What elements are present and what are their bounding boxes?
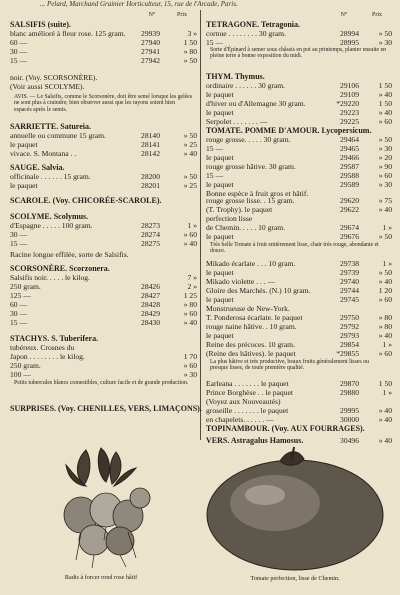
item-number: 30496 bbox=[340, 436, 359, 445]
item-label: 60 — bbox=[10, 300, 28, 309]
item-price: » 60 bbox=[183, 361, 197, 370]
item-label: annuelle ou commune 15 gram. bbox=[10, 131, 106, 140]
item-price: » 60 bbox=[378, 349, 392, 358]
item-price: 7 » bbox=[187, 273, 197, 282]
item-price: » 80 bbox=[378, 313, 392, 322]
prix-header: Prix bbox=[371, 12, 382, 18]
item-number: *29220 bbox=[336, 99, 359, 108]
item-label: d'Espagne . . . . . 100 gram. bbox=[10, 221, 93, 230]
item-number: 29466 bbox=[340, 153, 359, 162]
item-number: 29738 bbox=[340, 259, 359, 268]
tomato-illustration bbox=[200, 445, 390, 573]
item-price: » 50 bbox=[378, 29, 392, 38]
item-label: T. Ponderosa écarlate. le paquet bbox=[206, 313, 303, 322]
item-number: 28427 bbox=[141, 291, 160, 300]
item-price: » 75 bbox=[378, 196, 392, 205]
item-label: le paquet bbox=[206, 232, 234, 241]
item-price: » 50 bbox=[378, 232, 392, 241]
item-price: » 40 bbox=[378, 90, 392, 99]
item-price: 3 » bbox=[187, 29, 197, 38]
item-price: » 40 bbox=[378, 436, 392, 445]
item-number: 29792 bbox=[340, 322, 359, 331]
item-price: » 50 bbox=[183, 56, 197, 65]
item-price: » 40 bbox=[378, 108, 392, 117]
item-price: » 40 bbox=[183, 318, 197, 327]
item-number: 28430 bbox=[141, 318, 160, 327]
item-label: Mikado violette . . . — bbox=[206, 277, 276, 286]
item-number: 29880 bbox=[340, 388, 359, 397]
item-number: 29588 bbox=[340, 171, 359, 180]
item-number: 28428 bbox=[141, 300, 160, 309]
item-label: officinale . . . . . . 15 gram. bbox=[10, 172, 91, 181]
item-label: Racine longue effilée, sorte de Salsifis. bbox=[10, 250, 129, 259]
item-price: » 40 bbox=[378, 331, 392, 340]
section-title: SARRIETTE. Satureia. bbox=[10, 122, 91, 131]
item-label: 15 — bbox=[206, 171, 224, 180]
section-title: SAUGE. Salvia. bbox=[10, 163, 65, 172]
section-title: TOPINAMBOUR. (Voy. AUX FOURRAGES). bbox=[206, 424, 365, 433]
item-label: rouge grosse lisse. . 15 gram. bbox=[206, 196, 295, 205]
item-price: » 40 bbox=[183, 149, 197, 158]
item-price: 1 50 bbox=[378, 379, 392, 388]
item-label: (Reine des hâtives). le paquet bbox=[206, 349, 296, 358]
item-label: le paquet bbox=[10, 140, 38, 149]
right-note: Sorte d'Épinard à semer sous châssis en pot au printemps, planter ensuite en pleine terre à bonne exposition du midi. bbox=[210, 47, 387, 60]
item-label: 60 — bbox=[10, 38, 28, 47]
item-label: Earleana . . . . . . . le paquet bbox=[206, 379, 289, 388]
item-price: 1 » bbox=[382, 388, 392, 397]
item-number: 29793 bbox=[340, 331, 359, 340]
item-price: 1 » bbox=[382, 223, 392, 232]
no-header: N° bbox=[340, 12, 348, 18]
item-label: (T. Trophy). le paquet bbox=[206, 205, 273, 214]
item-label: (Voyez aux Nouveautés) bbox=[206, 397, 281, 406]
item-number: 29939 bbox=[141, 29, 160, 38]
item-number: 29109 bbox=[340, 90, 359, 99]
item-price: » 90 bbox=[378, 162, 392, 171]
item-label: 15 — bbox=[10, 56, 28, 65]
item-price: » 60 bbox=[378, 117, 392, 126]
item-price: » 80 bbox=[183, 47, 197, 56]
item-number: 28429 bbox=[141, 309, 160, 318]
right-note: Très belle Tomate à fruit entièrement lisse, chair très rouge, abondante et douce. bbox=[210, 242, 379, 255]
item-price: » 30 bbox=[378, 144, 392, 153]
item-label: 15 — bbox=[10, 239, 28, 248]
item-price: 1 50 bbox=[183, 38, 197, 47]
item-number: 29464 bbox=[340, 135, 359, 144]
item-label: 250 gram. bbox=[10, 361, 41, 370]
item-number: 29622 bbox=[340, 205, 359, 214]
item-number: *29855 bbox=[336, 349, 359, 358]
item-price: » 40 bbox=[378, 277, 392, 286]
item-label: le paquet bbox=[206, 180, 234, 189]
item-number: 28275 bbox=[141, 239, 160, 248]
item-label: 30 — bbox=[10, 47, 28, 56]
item-number: 28995 bbox=[340, 38, 359, 47]
item-price: » 50 bbox=[183, 172, 197, 181]
item-label: perfection lisse bbox=[206, 214, 253, 223]
item-number: 27941 bbox=[141, 47, 160, 56]
item-label: le paquet bbox=[206, 90, 234, 99]
section-title: TETRAGONE. Tetragonia. bbox=[206, 20, 301, 29]
item-price: » 25 bbox=[183, 140, 197, 149]
item-label: 250 gram. bbox=[10, 282, 41, 291]
section-title: STACHYS. S. Tuberifera. bbox=[10, 334, 99, 343]
item-label: de Chemin. . . . . 10 gram. bbox=[206, 223, 286, 232]
item-label: Bonne espèce à fruit gros et hâtif. bbox=[206, 189, 309, 198]
item-price: » 40 bbox=[378, 205, 392, 214]
section-title: TOMATE. POMME D'AMOUR. Lycopersicum. bbox=[206, 126, 372, 135]
item-label: le paquet bbox=[206, 295, 234, 304]
item-label: rouge grosse hâtive. 30 gram. bbox=[206, 162, 296, 171]
item-label: noir. (Voy. SCORSONÈRE). bbox=[10, 73, 98, 82]
item-price: » 30 bbox=[378, 180, 392, 189]
right-note: La plus hâtive et très productive, beaux fruits généralement lisses ou presque lisses, de toute première qualité. bbox=[210, 359, 369, 372]
item-label: le paquet bbox=[206, 108, 234, 117]
item-number: 28141 bbox=[141, 140, 160, 149]
item-price: » 20 bbox=[378, 153, 392, 162]
item-number: 29740 bbox=[340, 277, 359, 286]
item-number: 29225 bbox=[340, 117, 359, 126]
section-title: VERS. Astragalus Hamosus. bbox=[206, 436, 304, 445]
item-price: 1 » bbox=[382, 259, 392, 268]
item-number: 29223 bbox=[340, 108, 359, 117]
item-number: 29854 bbox=[340, 340, 359, 349]
item-label: cornue . . . . . . . . 30 gram. bbox=[206, 29, 286, 38]
item-label: Serpolet . . . . . . . — bbox=[206, 117, 268, 126]
no-header: N° bbox=[148, 12, 156, 18]
item-label: 125 — bbox=[10, 291, 31, 300]
item-price: 1 50 bbox=[378, 81, 392, 90]
left-column-header bbox=[137, 12, 197, 18]
item-label: (Voir aussi SCOLYME). bbox=[10, 82, 85, 91]
item-price: 1 70 bbox=[183, 352, 197, 361]
item-label: 15 — bbox=[206, 144, 224, 153]
item-label: groseille . . . . . . . le paquet bbox=[206, 406, 289, 415]
item-label: Monstrueuse de New-York. bbox=[206, 304, 290, 313]
item-price: 1 25 bbox=[183, 291, 197, 300]
prix-header: Prix bbox=[176, 12, 187, 18]
item-price: 1 » bbox=[382, 340, 392, 349]
item-label: rouge naine hâtive. . 10 gram. bbox=[206, 322, 297, 331]
item-price: » 60 bbox=[183, 230, 197, 239]
item-number: 29465 bbox=[340, 144, 359, 153]
radish-illustration bbox=[36, 440, 166, 570]
item-number: 27942 bbox=[141, 56, 160, 65]
item-label: Salsifis noir. . . . . le kilog. bbox=[10, 273, 90, 282]
item-number: 28140 bbox=[141, 131, 160, 140]
item-number: 28426 bbox=[141, 282, 160, 291]
item-price: » 60 bbox=[183, 309, 197, 318]
item-price: » 40 bbox=[378, 406, 392, 415]
item-number: 27940 bbox=[141, 38, 160, 47]
item-number: 29744 bbox=[340, 286, 359, 295]
item-number: 28201 bbox=[141, 181, 160, 190]
section-title: SURPRISES. (Voy. CHENILLES, VERS, LIMAÇONS). bbox=[10, 404, 202, 413]
item-label: tubéreux. Crosnes du bbox=[10, 343, 75, 352]
item-label: Reine des précoces. 10 gram. bbox=[206, 340, 295, 349]
section-title: SALSIFIS (suite). bbox=[10, 20, 71, 29]
item-label: Gloire des Marchés. (N.) 10 gram. bbox=[206, 286, 311, 295]
item-price: » 60 bbox=[378, 171, 392, 180]
item-label: 100 — bbox=[10, 370, 31, 379]
section-title: SCORSONÈRE. Scorzonera. bbox=[10, 264, 110, 273]
item-label: d'hiver ou d'Allemagne 30 gram. bbox=[206, 99, 306, 108]
right-column-header bbox=[326, 12, 392, 18]
item-number: 29739 bbox=[340, 268, 359, 277]
item-number: 29587 bbox=[340, 162, 359, 171]
item-price: » 50 bbox=[378, 135, 392, 144]
item-label: le paquet bbox=[10, 181, 38, 190]
section-title: SCOLYME. Scolymus. bbox=[10, 212, 89, 221]
item-label: 30 — bbox=[10, 309, 28, 318]
item-label: le paquet bbox=[206, 268, 234, 277]
item-number: 30000 bbox=[340, 415, 359, 424]
item-label: 15 — bbox=[10, 318, 28, 327]
item-number: 29674 bbox=[340, 223, 359, 232]
item-price: » 50 bbox=[378, 268, 392, 277]
item-label: le paquet bbox=[206, 331, 234, 340]
item-number: 28994 bbox=[340, 29, 359, 38]
item-price: » 60 bbox=[378, 295, 392, 304]
item-price: 1 50 bbox=[378, 99, 392, 108]
left-note: AVIS. — Le Salsifis, comme le Scorsonère, doit être semé lorsque les gelées ne sont plus à craindre; bien observer aussi que les rayons soient bien espacés après le semis. bbox=[14, 94, 193, 113]
tomato-caption: Tomate perfection, lisse de Chemin. bbox=[250, 575, 340, 582]
item-number: 29870 bbox=[340, 379, 359, 388]
item-label: Japon . . . . . . . . le kilog. bbox=[10, 352, 85, 361]
item-price: 2 » bbox=[187, 282, 197, 291]
item-label: Mikado écarlate . . . 10 gram. bbox=[206, 259, 296, 268]
column-divider bbox=[200, 10, 201, 440]
section-title: SCAROLE. (Voy. CHICORÉE-SCAROLE). bbox=[10, 196, 162, 205]
item-number: 28142 bbox=[141, 149, 160, 158]
item-number: 29589 bbox=[340, 180, 359, 189]
radish-caption: Radis à forcer rond rose hâtif bbox=[64, 574, 138, 581]
item-number: 28200 bbox=[141, 172, 160, 181]
item-number: 29745 bbox=[340, 295, 359, 304]
item-label: vivace. S. Montana . . bbox=[10, 149, 77, 158]
item-number: 29750 bbox=[340, 313, 359, 322]
item-number: 29620 bbox=[340, 196, 359, 205]
item-price: 1 20 bbox=[378, 286, 392, 295]
item-number: 29106 bbox=[340, 81, 359, 90]
item-label: 15 — bbox=[206, 38, 224, 47]
item-price: » 40 bbox=[183, 239, 197, 248]
item-label: Prince Borghèse . . le paquet bbox=[206, 388, 293, 397]
item-label: en chapelets. . . . . . — bbox=[206, 415, 274, 424]
item-label: rouge grosse. . . . . 30 gram. bbox=[206, 135, 291, 144]
item-label: ordinaire . . . . . . 30 gram. bbox=[206, 81, 286, 90]
left-note: Petits tubercules blancs comestibles, culture facile et de grande production. bbox=[14, 380, 189, 386]
item-label: blanc amélioré à fleur rose. 125 gram. bbox=[10, 29, 126, 38]
page-header: ... Pelard, Marchand Grainier Horticulteur, 15, rue de l'Arcade, Paris. bbox=[40, 0, 238, 8]
item-price: » 40 bbox=[378, 415, 392, 424]
item-price: » 80 bbox=[183, 300, 197, 309]
item-label: 30 — bbox=[10, 230, 28, 239]
item-number: 29676 bbox=[340, 232, 359, 241]
item-number: 28273 bbox=[141, 221, 160, 230]
section-title: THYM. Thymus. bbox=[206, 72, 265, 81]
item-price: » 25 bbox=[183, 181, 197, 190]
item-number: 29995 bbox=[340, 406, 359, 415]
item-price: » 80 bbox=[378, 322, 392, 331]
item-price: 1 » bbox=[187, 221, 197, 230]
item-number: 28274 bbox=[141, 230, 160, 239]
item-label: le paquet bbox=[206, 153, 234, 162]
item-price: » 30 bbox=[378, 38, 392, 47]
item-price: » 50 bbox=[183, 131, 197, 140]
item-price: » 30 bbox=[183, 370, 197, 379]
